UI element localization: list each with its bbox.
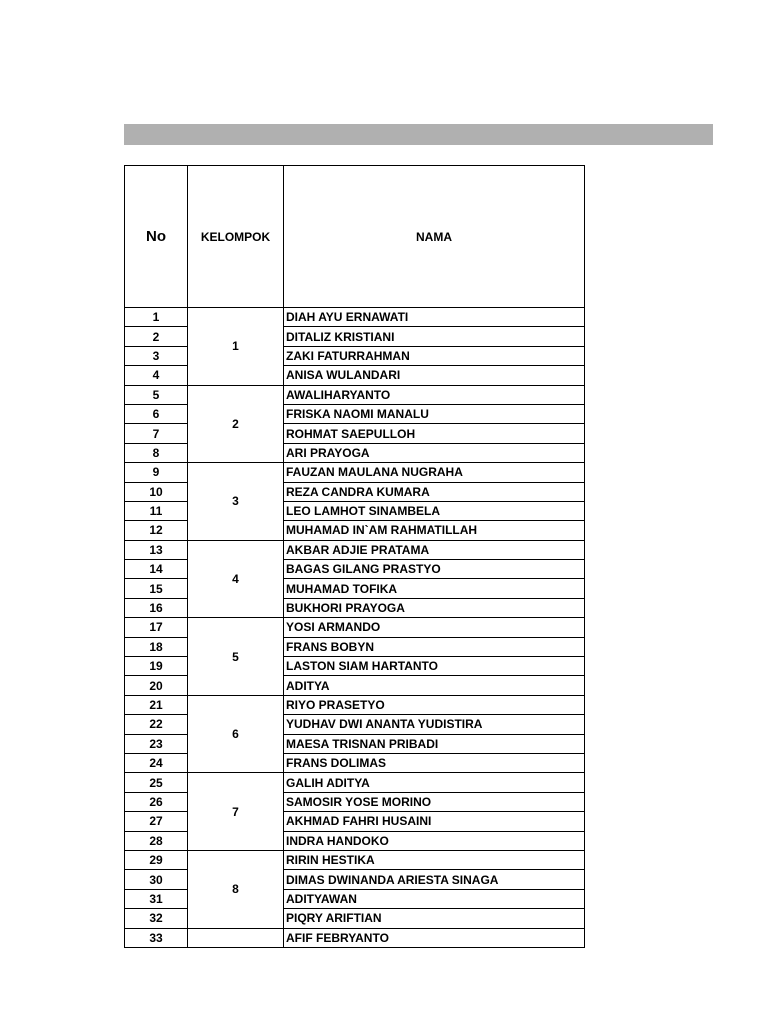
row-number: 33	[125, 928, 188, 947]
row-number: 9	[125, 463, 188, 482]
group-number: 3	[188, 463, 284, 541]
row-number: 6	[125, 404, 188, 423]
member-name: FRISKA NAOMI MANALU	[284, 404, 585, 423]
row-number: 30	[125, 870, 188, 889]
column-header-no: No	[125, 166, 188, 308]
group-number: 8	[188, 850, 284, 928]
row-number: 13	[125, 540, 188, 559]
row-number: 23	[125, 734, 188, 753]
member-name: ANISA WULANDARI	[284, 366, 585, 385]
member-name: LASTON SIAM HARTANTO	[284, 657, 585, 676]
table-row	[125, 773, 585, 792]
member-name: INDRA HANDOKO	[284, 831, 585, 850]
table-row	[125, 540, 585, 559]
column-header-kelompok: KELOMPOK	[188, 166, 284, 308]
group-number	[188, 928, 284, 947]
row-number: 2	[125, 327, 188, 346]
row-number: 11	[125, 501, 188, 520]
group-number: 7	[188, 773, 284, 851]
row-number: 1	[125, 308, 188, 327]
member-name: PIQRY ARIFTIAN	[284, 909, 585, 928]
member-name: ADITYA	[284, 676, 585, 695]
group-number: 5	[188, 618, 284, 696]
member-name: FRANS BOBYN	[284, 637, 585, 656]
row-number: 28	[125, 831, 188, 850]
member-name: FRANS DOLIMAS	[284, 753, 585, 772]
member-name: ARI PRAYOGA	[284, 443, 585, 462]
table-row	[125, 463, 585, 482]
member-name: MUHAMAD IN`AM RAHMATILLAH	[284, 521, 585, 540]
table-row	[125, 695, 585, 714]
row-number: 15	[125, 579, 188, 598]
row-number: 17	[125, 618, 188, 637]
member-name: YOSI ARMANDO	[284, 618, 585, 637]
member-name: ZAKI FATURRAHMAN	[284, 346, 585, 365]
member-name: BUKHORI PRAYOGA	[284, 598, 585, 617]
member-name: ROHMAT SAEPULLOH	[284, 424, 585, 443]
column-header-nama: NAMA	[284, 166, 585, 308]
header-banner	[124, 124, 713, 145]
member-name: AFIF FEBRYANTO	[284, 928, 585, 947]
row-number: 32	[125, 909, 188, 928]
member-name: REZA CANDRA KUMARA	[284, 482, 585, 501]
row-number: 16	[125, 598, 188, 617]
group-table-container	[124, 165, 585, 948]
row-number: 29	[125, 850, 188, 869]
member-name: ADITYAWAN	[284, 889, 585, 908]
row-number: 21	[125, 695, 188, 714]
member-name: DIMAS DWINANDA ARIESTA SINAGA	[284, 870, 585, 889]
member-name: LEO LAMHOT SINAMBELA	[284, 501, 585, 520]
group-number: 1	[188, 308, 284, 386]
group-number: 6	[188, 695, 284, 773]
member-name: DITALIZ KRISTIANI	[284, 327, 585, 346]
table-row	[125, 928, 585, 947]
row-number: 5	[125, 385, 188, 404]
table-row	[125, 308, 585, 327]
row-number: 18	[125, 637, 188, 656]
row-number: 25	[125, 773, 188, 792]
member-name: AKHMAD FAHRI HUSAINI	[284, 812, 585, 831]
row-number: 31	[125, 889, 188, 908]
table-row	[125, 850, 585, 869]
member-name: YUDHAV DWI ANANTA YUDISTIRA	[284, 715, 585, 734]
row-number: 27	[125, 812, 188, 831]
member-name: BAGAS GILANG PRASTYO	[284, 560, 585, 579]
member-name: FAUZAN MAULANA NUGRAHA	[284, 463, 585, 482]
member-name: MUHAMAD TOFIKA	[284, 579, 585, 598]
row-number: 20	[125, 676, 188, 695]
member-name: AWALIHARYANTO	[284, 385, 585, 404]
group-number: 2	[188, 385, 284, 463]
member-name: DIAH AYU ERNAWATI	[284, 308, 585, 327]
member-name: MAESA TRISNAN PRIBADI	[284, 734, 585, 753]
row-number: 10	[125, 482, 188, 501]
group-number: 4	[188, 540, 284, 618]
member-name: SAMOSIR YOSE MORINO	[284, 792, 585, 811]
row-number: 26	[125, 792, 188, 811]
row-number: 3	[125, 346, 188, 365]
member-name: GALIH ADITYA	[284, 773, 585, 792]
row-number: 22	[125, 715, 188, 734]
row-number: 4	[125, 366, 188, 385]
member-name: AKBAR ADJIE PRATAMA	[284, 540, 585, 559]
table-row	[125, 385, 585, 404]
member-name: RIYO PRASETYO	[284, 695, 585, 714]
row-number: 19	[125, 657, 188, 676]
row-number: 14	[125, 560, 188, 579]
row-number: 7	[125, 424, 188, 443]
member-name: RIRIN HESTIKA	[284, 850, 585, 869]
row-number: 24	[125, 753, 188, 772]
row-number: 8	[125, 443, 188, 462]
table-header-row	[125, 166, 585, 308]
row-number: 12	[125, 521, 188, 540]
group-table	[124, 165, 585, 948]
table-row	[125, 618, 585, 637]
table-body	[125, 308, 585, 948]
